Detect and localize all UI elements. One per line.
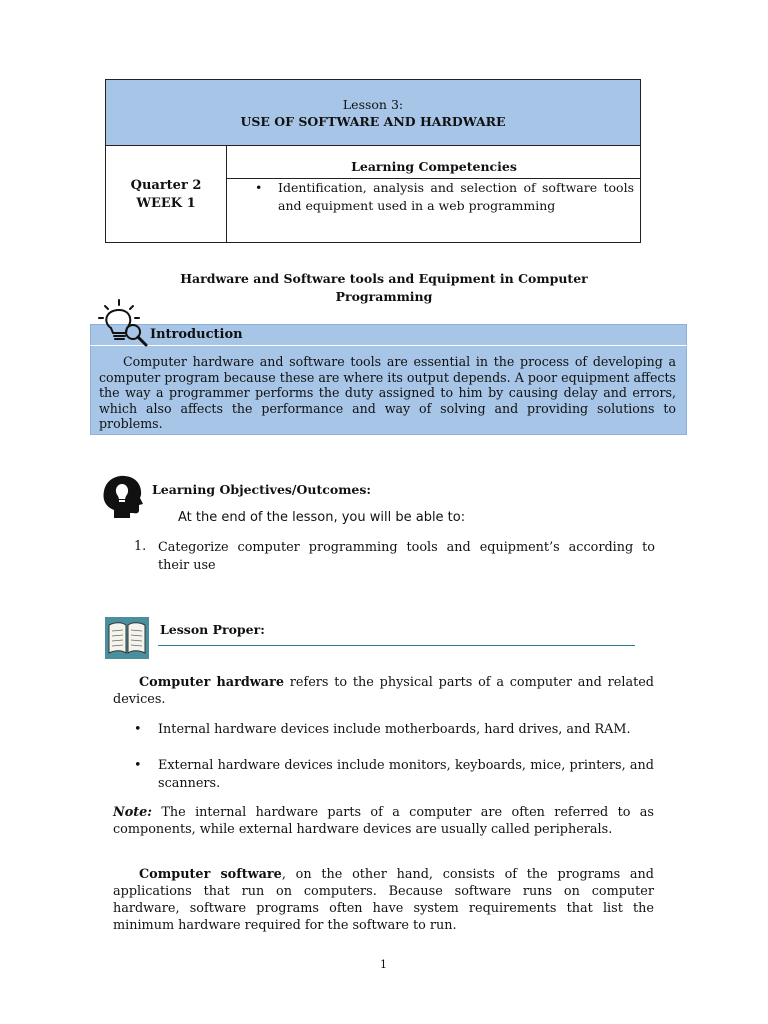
introduction-heading: Introduction xyxy=(150,327,243,342)
section-subtitle xyxy=(150,270,618,306)
week-label: WEEK 1 xyxy=(136,195,196,211)
head-lightbulb-icon xyxy=(100,474,144,520)
note-label: Note: xyxy=(113,805,153,820)
page-number: 1 xyxy=(380,958,387,971)
competency-text: Identification, analysis and selection of software tools and equipment used in a web programming xyxy=(278,180,634,213)
bullet: • xyxy=(134,758,142,773)
subtitle-line-2: Programming xyxy=(335,289,433,304)
open-book-icon xyxy=(104,616,150,660)
quarter-week-cell xyxy=(106,146,227,243)
lesson-proper-heading: Lesson Proper: xyxy=(160,622,265,637)
subtitle-line-1: Hardware and Software tools and Equipment in Computer xyxy=(180,271,588,286)
list-item: Internal hardware devices include motherboards, hard drives, and RAM. xyxy=(158,722,631,737)
hardware-term: Computer hardware xyxy=(139,675,284,690)
software-term: Computer software xyxy=(139,867,282,882)
lesson-title-cell xyxy=(106,80,640,146)
software-paragraph xyxy=(113,866,654,934)
bullet: • xyxy=(255,180,263,195)
lesson-proper-rule xyxy=(158,645,635,646)
lesson-header-table xyxy=(105,79,641,243)
lesson-title: USE OF SOFTWARE AND HARDWARE xyxy=(240,113,506,129)
hardware-definition: refers to the physical parts of a computer and related devices. xyxy=(113,675,654,707)
competencies-cell xyxy=(227,179,641,243)
objectives-heading: Learning Objectives/Outcomes: xyxy=(152,482,372,497)
software-definition: , on the other hand, consists of the programs and applications that run on computers. Because software runs on computer hardware, software programs often have system requirements that list the minimum hardware required for the software to run. xyxy=(113,867,654,933)
lesson-number: Lesson 3: xyxy=(342,96,404,112)
note-text: The internal hardware parts of a computer are often referred to as components, while external hardware devices are usually called peripherals. xyxy=(113,805,654,837)
introduction-paragraph: Computer hardware and software tools are essential in the process of developing a computer program because these are where its output depends. A poor equipment affects the way a programmer performs the duty assigned to him by causing delay and errors, which also affects the performance and way of solving and providing solutions to problems. xyxy=(99,354,676,431)
hardware-paragraph xyxy=(113,674,654,708)
introduction-divider xyxy=(90,345,687,346)
lightbulb-magnifier-icon xyxy=(91,298,151,348)
bullet: • xyxy=(134,722,142,737)
objective-number: 1. xyxy=(134,539,147,554)
list-item: External hardware devices include monitors, keyboards, mice, printers, and scanners. xyxy=(158,758,654,791)
note-paragraph xyxy=(113,804,654,838)
objective-text: Categorize computer programming tools and equipment’s according to their use xyxy=(158,540,655,573)
quarter-label: Quarter 2 xyxy=(130,177,202,193)
competencies-heading: Learning Competencies xyxy=(227,146,641,179)
introduction-text xyxy=(99,354,676,432)
objectives-intro: At the end of the lesson, you will be able to: xyxy=(178,510,466,525)
